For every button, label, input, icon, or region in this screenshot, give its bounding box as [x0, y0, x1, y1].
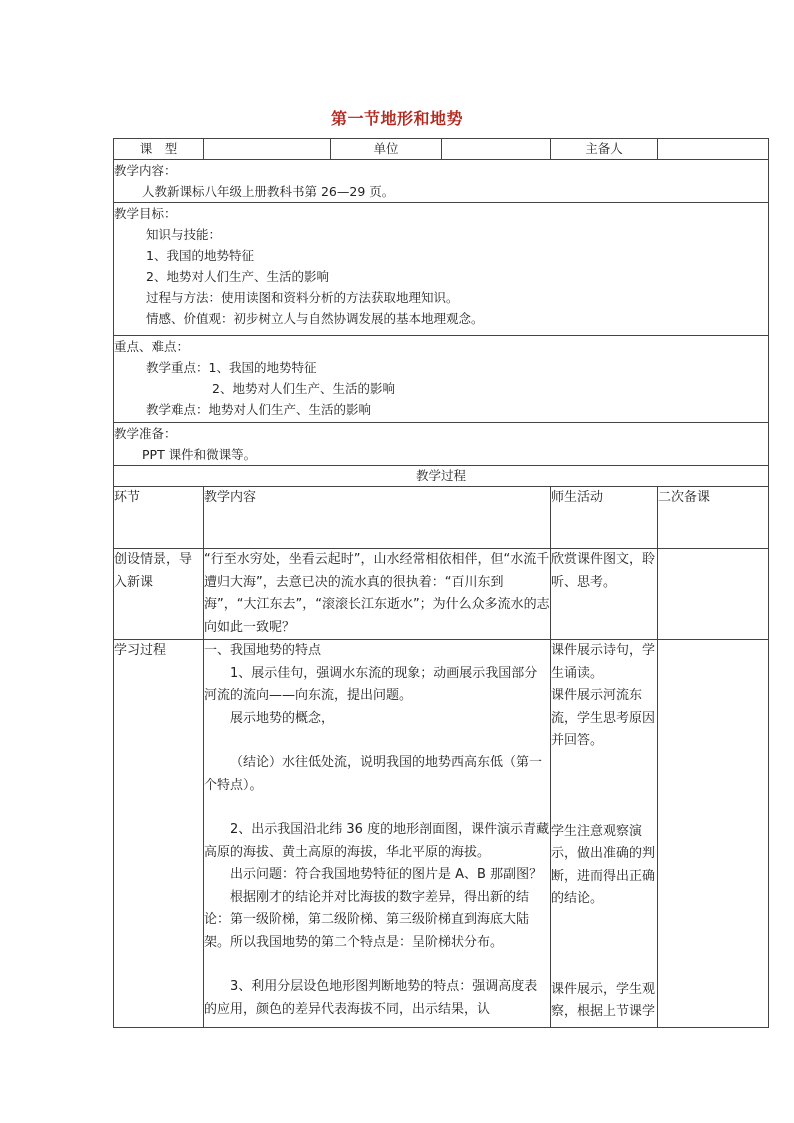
- type-label: 课 型: [114, 139, 204, 160]
- focus-line: 教学重点：1、我国的地势特征: [146, 360, 317, 375]
- difficulty-line: 教学难点：地势对人们生产、生活的影响: [146, 402, 372, 417]
- lesson-plan-table: [113, 138, 769, 1028]
- activity-para: 课件展示河流东流，学生思考原因并回答。: [551, 688, 656, 748]
- col-activity: 师生活动: [551, 487, 658, 549]
- preparation-label: 教学准备：: [114, 426, 177, 441]
- objective-line: 1、我国的地势特征: [146, 248, 254, 263]
- second-prep-cell: [658, 549, 769, 640]
- objective-line: 过程与方法：使用读图和资料分析的方法获取地理知识。: [146, 290, 459, 305]
- objectives-label: 教学目标：: [114, 206, 177, 221]
- content-para: 2、出示我国沿北纬 36 度的地形剖面图，课件演示青藏高原的海拔、黄土高原的海拔，华北平原的海拔。: [204, 822, 550, 860]
- preparer-value: [658, 139, 769, 160]
- objective-line: 情感、价值观：初步树立人与自然协调发展的基本地理观念。: [146, 311, 484, 326]
- key-points-label: 重点、难点：: [114, 339, 190, 354]
- content-para: 出示问题：符合我国地势特征的图片是 A、B 那副图？: [230, 867, 543, 882]
- activity-cell: [551, 640, 658, 1028]
- stage-cell: 学习过程: [114, 640, 204, 1028]
- activity-para: 课件展示诗句，学生诵读。: [551, 643, 656, 681]
- objective-line: 2、地势对人们生产、生活的影响: [146, 269, 329, 284]
- preparation-text: PPT 课件和微课等。: [142, 447, 257, 462]
- unit-value: [442, 139, 551, 160]
- preparer-label: 主备人: [551, 139, 658, 160]
- content-para: （结论）水往低处流，说明我国的地势西高东低（第一个特点）。: [204, 755, 543, 793]
- activity-cell: 欣赏课件图文，聆听、思考。: [551, 549, 658, 640]
- page-title: 第一节地形和地势: [330, 109, 463, 128]
- objectives-section: [114, 203, 769, 336]
- key-points-section: [114, 336, 769, 423]
- activity-para: 学生注意观察演示，做出准确的判断，进而得出正确的结论。: [551, 823, 656, 906]
- table-row: [114, 640, 769, 1028]
- objective-line: 知识与技能：: [146, 227, 222, 242]
- col-stage: 环节: [114, 487, 204, 549]
- unit-label: 单位: [331, 139, 442, 160]
- content-para: 3、利用分层设色地形图判断地势的特点：强调高度表的应用，颜色的差异代表海拔不同，出示结果，认: [204, 979, 538, 1017]
- content-para: 展示地势的概念，: [230, 710, 335, 726]
- content-cell: [204, 640, 551, 1028]
- table-row: [114, 549, 769, 640]
- column-header-row: [114, 487, 769, 549]
- focus-line: 2、地势对人们生产、生活的影响: [212, 381, 395, 396]
- content-cell: “行至水穷处，坐看云起时”，山水经常相依相伴，但“水流千遭归大海”，去意已决的流水真的很执着：“百川东到海”，“大江东去”，“滚滚长江东逝水”；为什么众多流水的志向如此一致呢？: [204, 549, 551, 640]
- col-content: 教学内容: [204, 487, 551, 549]
- content-para: 根据刚才的结论并对比海拔的数字差异，得出新的结论：第一级阶梯，第二级阶梯、第三级阶梯直到海底大陆架。所以我国地势的第二个特点是：呈阶梯状分布。: [204, 889, 530, 950]
- preparation-section: [114, 423, 769, 466]
- process-header-row: [114, 466, 769, 487]
- content-para: 一、我国地势的特点: [204, 643, 322, 658]
- col-second-prep: 二次备课: [658, 487, 769, 549]
- content-section: [114, 160, 769, 203]
- process-label: 教学过程: [114, 466, 769, 487]
- content-label: 教学内容：: [114, 163, 177, 178]
- activity-para: 课件展示，学生观察，根据上节课学: [551, 981, 656, 1019]
- stage-cell: 创设情景，导入新课: [114, 549, 204, 640]
- header-row: [114, 139, 769, 160]
- content-para: 1、展示佳句，强调水东流的现象；动画展示我国部分河流的流向——向东流，提出问题。: [204, 665, 538, 703]
- content-text: 人教新课标八年级上册教科书第 26—29 页。: [142, 184, 395, 199]
- type-value: [204, 139, 331, 160]
- second-prep-cell: [658, 640, 769, 1028]
